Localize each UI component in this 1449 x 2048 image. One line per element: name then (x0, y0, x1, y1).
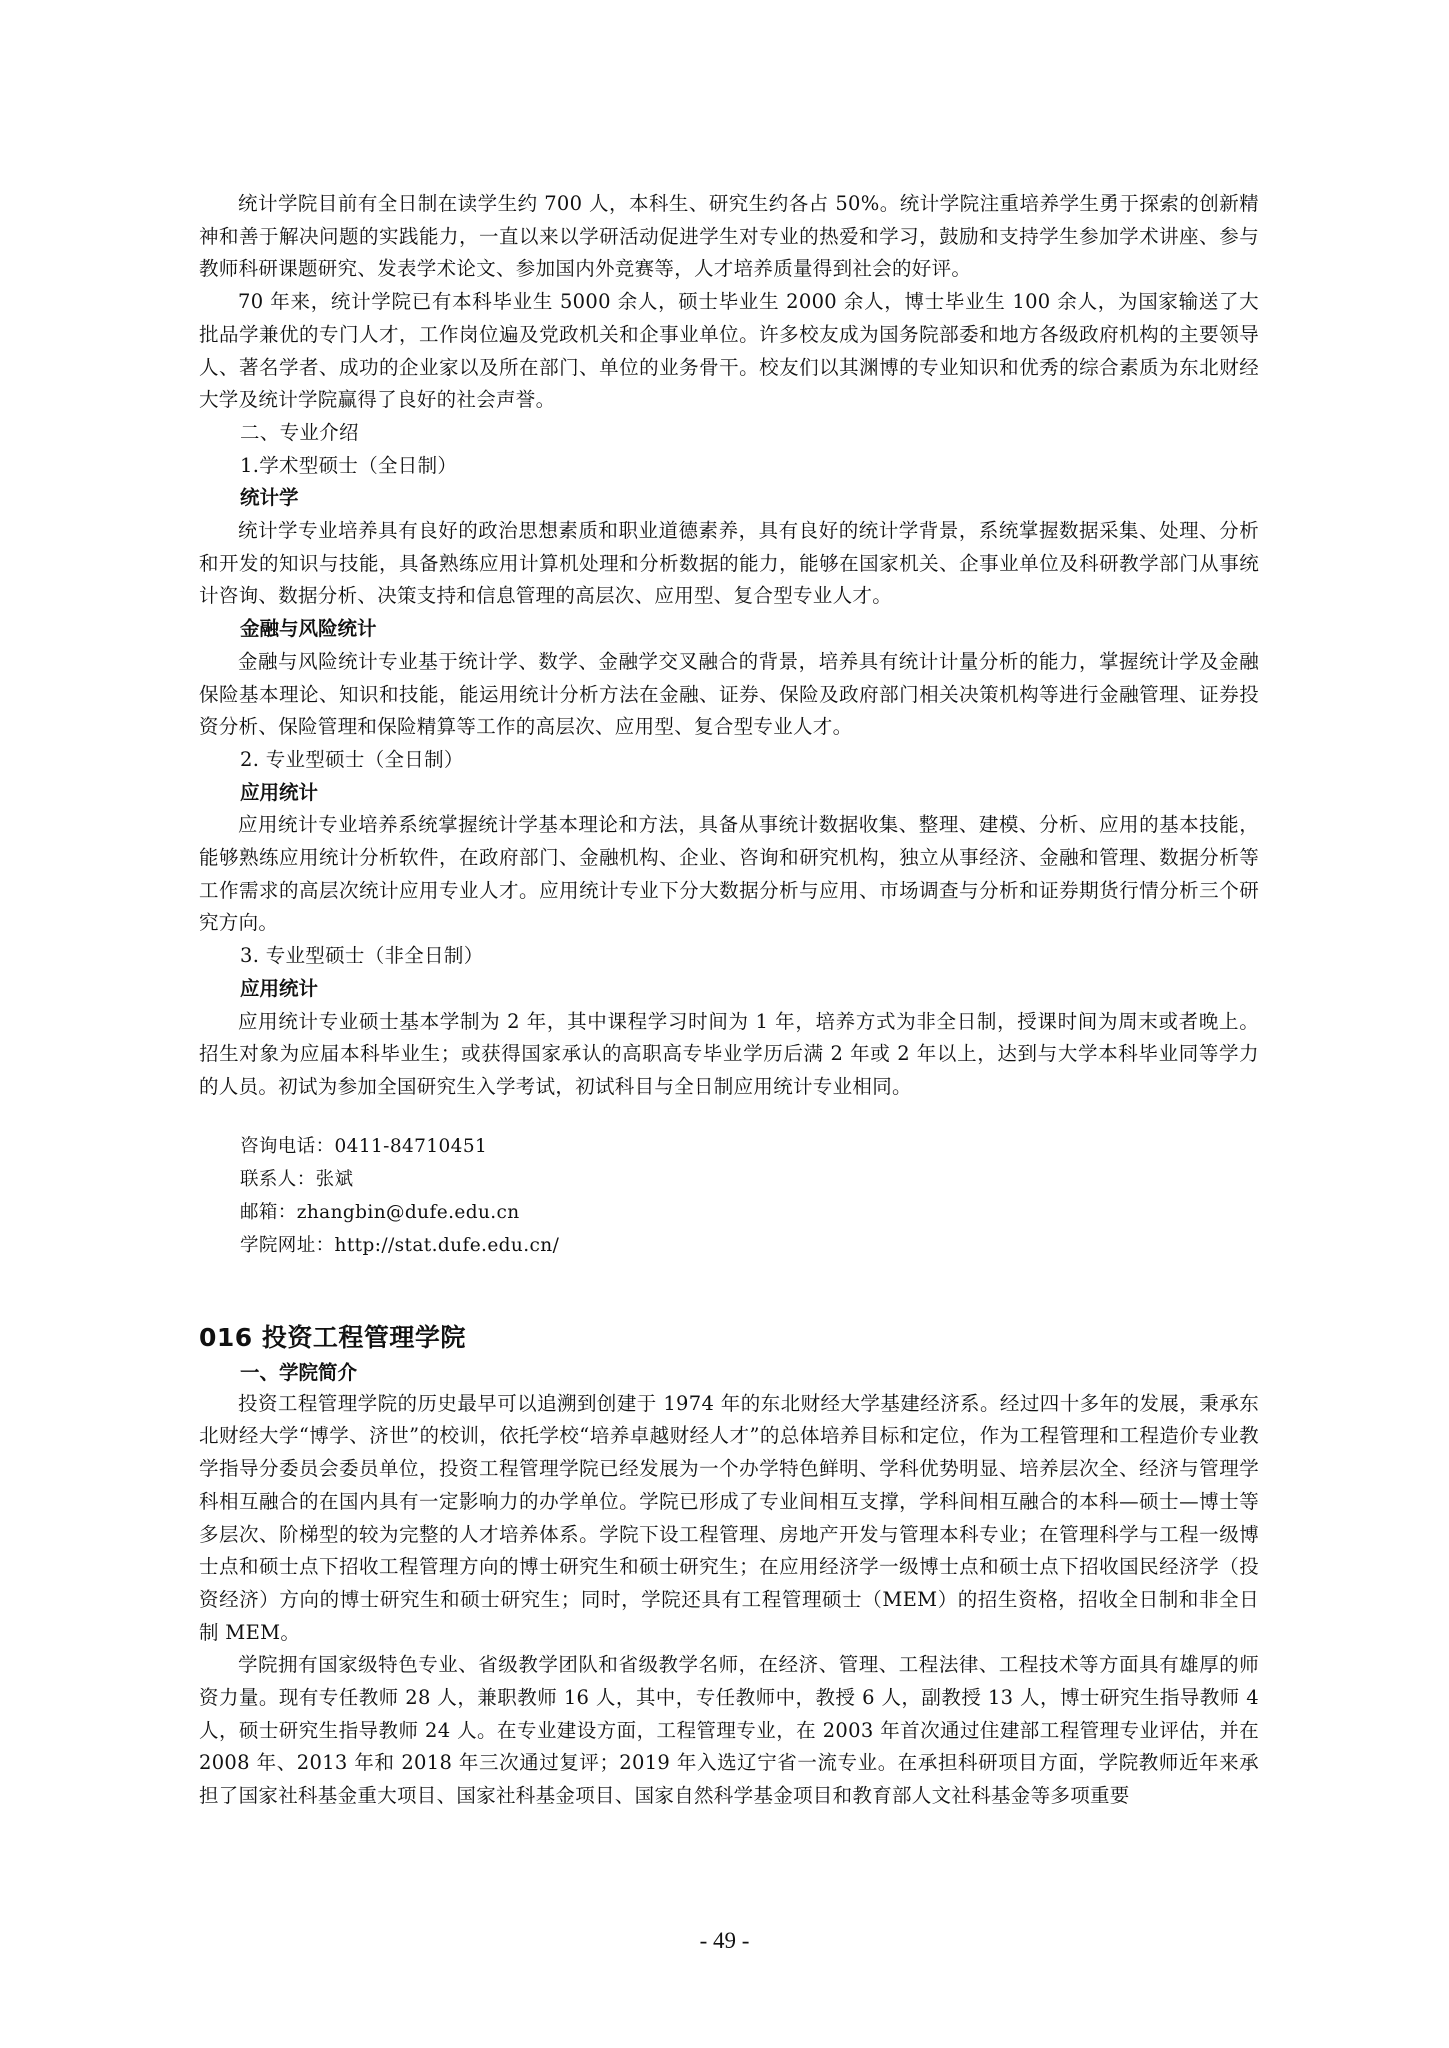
major-description-statistics: 统计学专业培养具有良好的政治思想素质和职业道德素养，具有良好的统计学背景，系统掌握数据采集、处理、分析和开发的知识与技能，具备熟练应用计算机处理和分析数据的能力，能够在国家机关、企事业单位及科研教学部门从事统计咨询、数据分析、决策支持和信息管理的高层次、应用型、复合型专业人才。 (199, 519, 1259, 608)
contact-person: 联系人：张斌 (240, 1168, 354, 1190)
contact-info (199, 1130, 1259, 1262)
contact-website: 学院网址：http://stat.dufe.edu.cn/ (240, 1234, 560, 1256)
page-number: - 49 - (699, 1928, 750, 1953)
stats-intro-paragraph-1: 统计学院目前有全日制在读学生约 700 人，本科生、研究生约各占 50%。统计学院注重培养学生勇于探索的创新精神和善于解决问题的实践能力，一直以来以学研活动促进学生对专业的热爱和学习，鼓励和支持学生参加学术讲座、参与教师科研课题研究、发表学术论文、参加国内外竞赛等，人才培养质量得到社会的好评。 (199, 192, 1259, 281)
major-name-applied-statistics-parttime: 应用统计 (240, 976, 319, 1000)
section-title-016: 016 投资工程管理学院 (199, 1322, 466, 1352)
majors-heading: 二、专业介绍 (240, 420, 359, 444)
academic-master-heading: 1.学术型硕士（全日制） (240, 453, 458, 477)
major-description-finance-risk: 金融与风险统计专业基于统计学、数学、金融学交叉融合的背景，培养具有统计计量分析的能力，掌握统计学及金融保险基本理论、知识和技能，能运用统计分析方法在金融、证券、保险及政府部门相关决策机构等进行金融管理、证券投资分析、保险管理和保险精算等工作的高层次、应用型、复合型专业人才。 (199, 649, 1259, 739)
major-description-applied-statistics: 应用统计专业培养系统掌握统计学基本理论和方法，具备从事统计数据收集、整理、建模、分析、应用的基本技能，能够熟练应用统计分析软件，在政府部门、金融机构、企业、咨询和研究机构，独立从事经济、金融和管理、数据分析等工作需求的高层次统计应用专业人才。应用统计专业下分大数据分析与应用、市场调查与分析和证券期货行情分析三个研究方向。 (199, 813, 1259, 935)
college-intro-heading: 一、学院简介 (240, 1360, 358, 1384)
stats-intro-paragraph-2: 70 年来，统计学院已有本科毕业生 5000 余人，硕士毕业生 2000 余人，博士毕业生 100 余人，为国家输送了大批品学兼优的专门人才，工作岗位遍及党政机关和企事业单位。许多校友成为国务院部委和地方各级政府机构的主要领导人、著名学者、成功的企业家以及所在部门、单位的业务骨干。校友们以其渊博的专业知识和优秀的综合素质为东北财经大学及统计学院赢得了良好的社会声誉。 (199, 290, 1259, 412)
major-name-statistics: 统计学 (240, 486, 299, 510)
major-description-applied-statistics-parttime: 应用统计专业硕士基本学制为 2 年，其中课程学习时间为 1 年，培养方式为非全日制，授课时间为周末或者晚上。招生对象为应届本科毕业生；或获得国家承认的高职高专毕业学历后满 2 年或 2 年以上，达到与大学本科毕业同等学力的人员。初试为参加全国研究生入学考试，初试科目与全日制应用统计专业相同。 (199, 1009, 1259, 1098)
contact-phone: 咨询电话：0411-84710451 (240, 1135, 488, 1157)
college-intro-paragraph-2: 学院拥有国家级特色专业、省级教学团队和省级教学名师，在经济、管理、工程法律、工程技术等方面具有雄厚的师资力量。现有专任教师 28 人，兼职教师 16 人，其中，专任教师中，教授 6 人，副教授 13 人，博士研究生指导教师 4 人，硕士研究生指导教师 24 人。在专业建设方面，工程管理专业，在 2003 年首次通过住建部工程管理专业评估，并在 2008 年、2013 年和 2018 年三次通过复评；2019 年入选辽宁省一流专业。在承担科研项目方面，学院教师近年来承担了国家社科基金重大项目、国家社科基金项目、国家自然科学基金项目和教育部人文社科基金等多项重要 (199, 1653, 1259, 1808)
contact-email: 邮箱：zhangbin@dufe.edu.cn (240, 1201, 520, 1223)
college-intro-paragraph-1: 投资工程管理学院的历史最早可以追溯到创建于 1974 年的东北财经大学基建经济系。经过四十多年的发展，秉承东北财经大学“博学、济世”的校训，依托学校“培养卓越财经人才”的总体培养目标和定位，作为工程管理和工程造价专业教学指导分委员会委员单位，投资工程管理学院已经发展为一个办学特色鲜明、学科优势明显、培养层次全、经济与管理学科相互融合的在国内具有一定影响力的办学单位。学院已形成了专业间相互支撑，学科间相互融合的本科—硕士—博士等多层次、阶梯型的较为完整的人才培养体系。学院下设工程管理、房地产开发与管理本科专业；在管理科学与工程一级博士点和硕士点下招收工程管理方向的博士研究生和硕士研究生；在应用经济学一级博士点和硕士点下招收国民经济学（投资经济）方向的博士研究生和硕士研究生；同时，学院还具有工程管理硕士（MEM）的招生资格，招收全日制和非全日制 MEM。 (199, 1391, 1259, 1644)
professional-fulltime-heading: 2. 专业型硕士（全日制） (240, 747, 464, 771)
major-name-applied-statistics: 应用统计 (240, 780, 319, 804)
professional-parttime-heading: 3. 专业型硕士（非全日制） (240, 944, 484, 968)
document-page (199, 188, 1259, 1813)
major-name-finance-risk: 金融与风险统计 (240, 617, 377, 641)
